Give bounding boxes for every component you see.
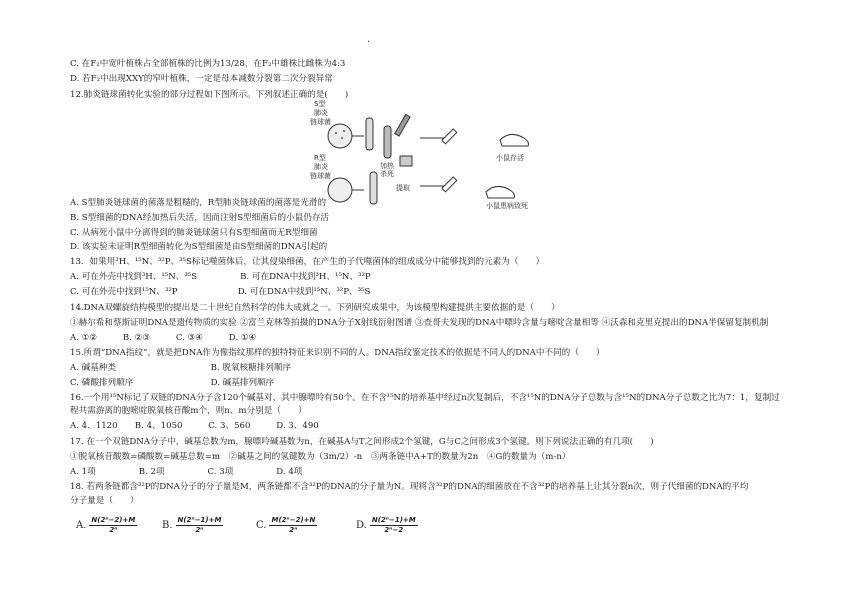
s-strain-label-3: 链球菌	[310, 118, 331, 126]
s-test-tube	[366, 118, 373, 150]
q15-options-cd: C. 磷酸排列顺序 D. 碱基排列顺序	[70, 378, 275, 388]
option-letter: B.	[162, 520, 173, 531]
q18-stem: 18. 若两条链都含³²P的DNA分子的分子量是M，两条链都不含³²P的DNA的分子量为N。现将含³²P的DNA的细菌放在不含³²P的培养基上让其分裂n次，则子代细菌的DNA的平均	[70, 482, 749, 492]
q12-option-c: C. 从病死小鼠中分离得到的肺炎链球菌只有S型细菌而无R型细菌	[70, 228, 318, 238]
q16-options: A. 4、1120 B. 4、1050 C. 3、560 D. 3、490	[70, 421, 319, 431]
transformation-experiment-figure	[300, 98, 560, 210]
q14-options: A. ①② B. ②③ C. ③④ D. ①④	[70, 333, 257, 343]
q13-options-ab: A. 可在外壳中找到³H、¹⁵N、³⁵S B. 可在DNA中找到³H、¹⁵N、³²P	[70, 272, 371, 282]
burner	[400, 156, 412, 166]
option-fraction	[176, 516, 224, 535]
q18-option-b	[162, 516, 223, 535]
fraction-numerator: N(2ⁿ−1)+M	[177, 516, 222, 524]
q17-options: A. 1项 B. 2项 C. 3项 D. 4项	[70, 467, 303, 477]
q13-options-cd: C. 可在外壳中找到¹⁵N、³²P D. 可在DNA中找到¹⁵N、³²P、³⁵S	[70, 287, 371, 297]
mouse-dead	[486, 186, 515, 198]
r-strain-label-2: 肺炎	[314, 163, 328, 171]
mouse-alive	[500, 134, 529, 146]
dropper	[395, 114, 410, 136]
heat-label-1: 加热	[380, 162, 394, 170]
q13-stem: 13．如果用³H、¹⁵N、³²P、³⁵S标记噬菌体后，让其侵染细菌，在产生的子代噬菌体的组成成分中能够找到的元素为（ ）	[70, 257, 545, 267]
fraction-denominator: 2ⁿ	[289, 526, 298, 534]
r-petri-dish	[328, 178, 352, 202]
q17-stem: 17. 在一个双链DNA分子中，碱基总数为m，腺嘌呤碱基数为n，在碱基A与T之间形成2个氢键，G与C之间形成3个氢键。则下列说法正确的有几项( )	[70, 437, 654, 447]
fraction-denominator: 2ⁿ	[109, 526, 118, 534]
q12-stem: 12.肺炎链球菌转化实验的部分过程如下图所示。下列叙述正确的是( )	[70, 90, 349, 100]
option-fraction	[269, 516, 317, 535]
syringe-bottom	[442, 177, 457, 192]
fraction-numerator: M(2ⁿ−2)+N	[271, 516, 316, 524]
syringe-top	[442, 129, 457, 144]
option-letter: A.	[76, 520, 87, 531]
q12-option-b: B. S型细菌的DNA经加热后失活，因而注射S型细菌后的小鼠仍存活	[70, 213, 330, 223]
mouse-alive-label: 小鼠存活	[496, 154, 524, 162]
q11-option-d: D. 若F₂中出现XXY的窄叶植株，一定是母本减数分裂第二次分裂异常	[70, 74, 333, 84]
s-petri-dish	[328, 124, 352, 148]
r-strain-label-1: R型	[314, 154, 326, 162]
s-strain-label-2: 肺炎	[314, 109, 328, 117]
mouse-dead-label: 小鼠患病致死	[486, 202, 528, 210]
header-dot: .	[367, 34, 371, 45]
q12-option-d: D. 该实验未证明R型细菌转化为S型细菌是由S型细菌的DNA引起的	[70, 242, 328, 252]
extract-label: 提取	[396, 184, 410, 192]
q17-statements: ①脱氧核苷酸数=磷酸数=碱基总数=m ②碱基之间的氢键数为（3m/2）-n ③两条链中A+T的数量为2n ④G的数量为（m-n）	[70, 452, 571, 462]
q14-statements: ①赫尔希和蔡斯证明DNA是遗传物质的实验 ②富兰克林等拍摄的DNA分子X射线衍射图谱 ③查哥夫发现的DNA中嘌呤含量与嘧啶含量相等 ④沃森和克里克提出的DNA半保留复制机制	[70, 318, 769, 328]
r-strain-label-3: 链球菌	[310, 172, 331, 180]
q11-option-c: C. 在F₂中宽叶植株占全部植株的比例为13/28，在F₂中雄株比雌株为4:3	[70, 59, 346, 69]
s-strain-label-1: S型	[314, 100, 326, 108]
option-letter: C.	[256, 520, 267, 531]
q15-stem: 15.所谓“DNA指纹”，就是把DNA作为像指纹那样的独特特征来识别不同的人。DNA指纹鉴定技术的依据是不同人的DNA中不同的（ ）	[70, 348, 605, 358]
fraction-denominator: 2ⁿ−2	[384, 526, 404, 534]
q16-stem: 16.一个用¹⁵N标记了双链的DNA分子含120个碱基对，其中腺嘌呤有50个。在不含¹⁵N的培养基中经过n次复制后，不含¹⁵N的DNA分子总数与含¹⁵N的DNA分子总数之比为7：1，复制过	[70, 393, 780, 403]
heat-label-2: 杀死	[380, 170, 394, 178]
r-test-tube	[370, 172, 377, 204]
fraction-denominator: 2ⁿ	[195, 526, 204, 534]
q12-option-a: A. S型肺炎链球菌的菌落是粗糙的，R型肺炎链球菌的菌落是光滑的	[70, 198, 327, 208]
q16-stem-cont: 程共需游离的胞嘧啶脱氧核苷酸m个，则n、m分别是（ ）	[70, 406, 307, 416]
q18-option-a	[76, 516, 137, 535]
middle-test-tube	[384, 126, 391, 158]
option-letter: D.	[356, 520, 367, 531]
q15-options-ab: A. 碱基种类 B. 脱氧核糖排列顺序	[70, 363, 292, 373]
q18-stem-cont: 分子量是（ ）	[70, 496, 139, 506]
q14-stem: 14.DNA双螺旋结构模型的提出是二十世纪自然科学的伟大成就之一。下列研究成果中，为该模型构建提供主要依据的是（ ）	[70, 303, 560, 313]
q18-option-c	[256, 516, 317, 535]
option-fraction	[89, 516, 137, 535]
q18-option-d	[356, 516, 418, 535]
fraction-numerator: N(2ⁿ−2)+M	[91, 516, 136, 524]
option-fraction	[370, 516, 418, 535]
fraction-numerator: N(2ⁿ−1)+M	[371, 516, 416, 524]
